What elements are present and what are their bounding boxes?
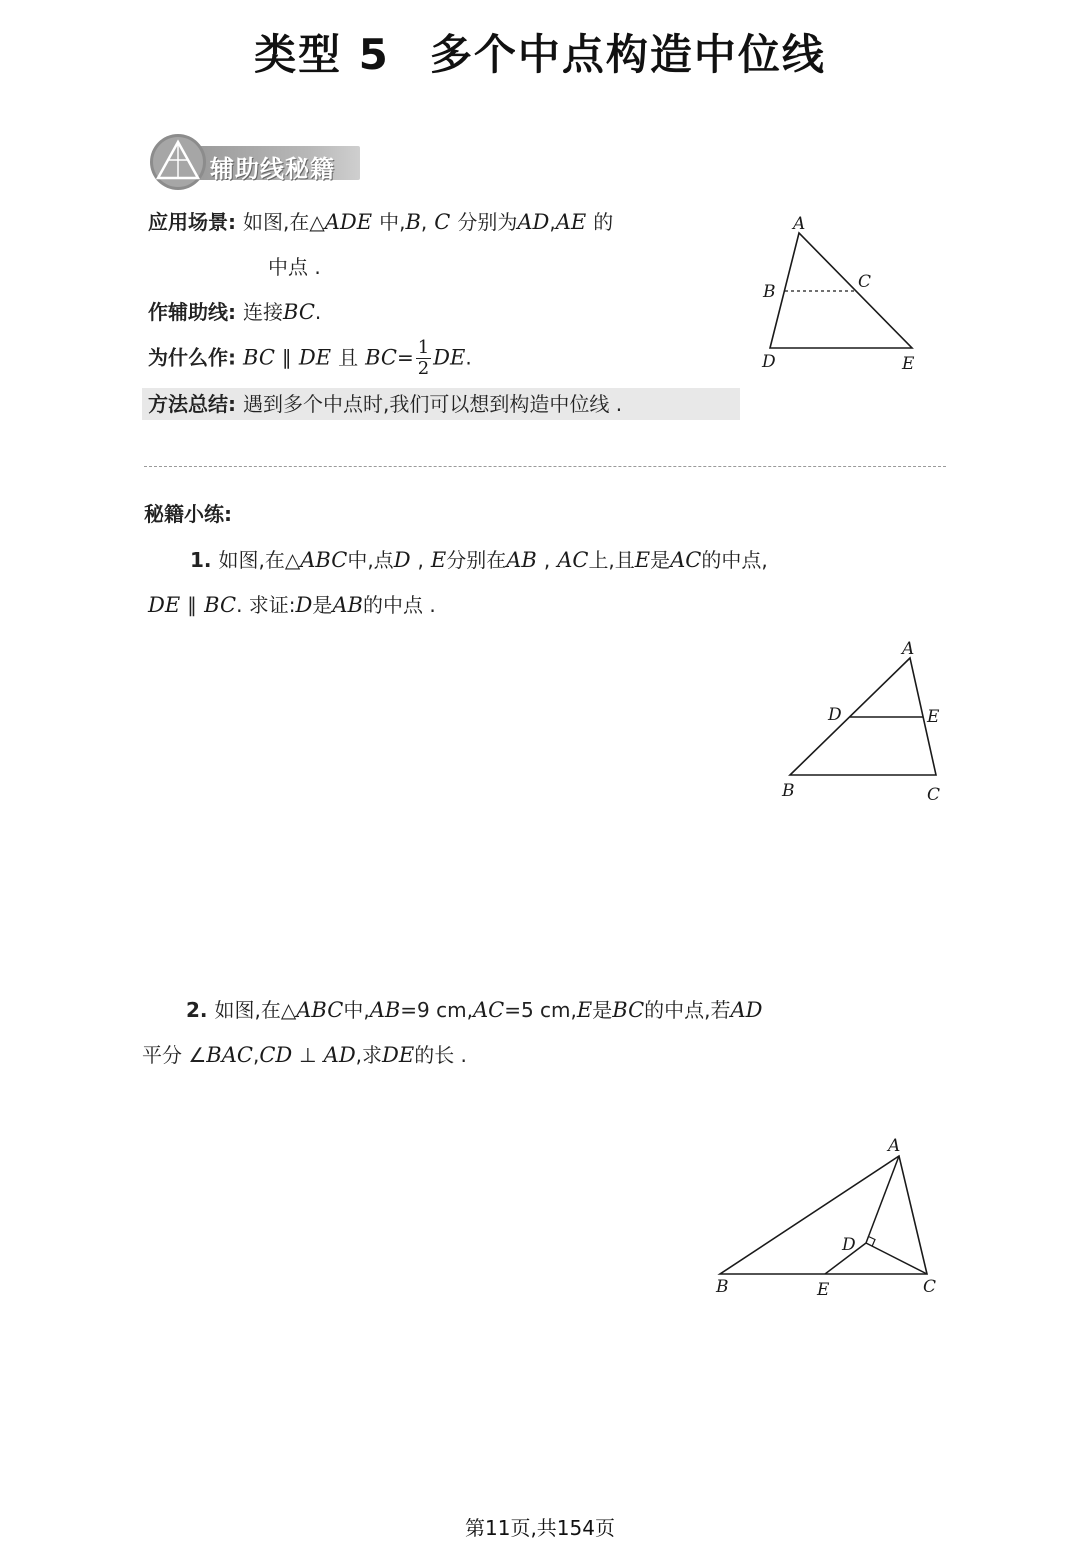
q1-t9: . 求证: bbox=[236, 593, 296, 617]
scene-row-2 bbox=[268, 252, 321, 283]
q2-t6: , bbox=[252, 1043, 260, 1067]
q1-label-e: E bbox=[927, 707, 940, 727]
title-prefix: 类型 5 bbox=[254, 30, 390, 79]
page-title bbox=[0, 22, 1080, 82]
segment-dc bbox=[866, 1243, 927, 1274]
scene-tri: ADE bbox=[324, 210, 373, 234]
q2-abc: ABC bbox=[296, 998, 344, 1022]
q2-v1: =9 cm, bbox=[400, 998, 473, 1022]
label-e: E bbox=[902, 354, 915, 374]
q1-t5: , bbox=[543, 548, 551, 572]
q2-label-a: A bbox=[888, 1136, 901, 1156]
q2-cd: CD bbox=[259, 1043, 293, 1067]
q1-ab-2: AB bbox=[332, 593, 363, 617]
q1-t4: 分别在 bbox=[446, 548, 507, 572]
q2-t5: 平分 ∠ bbox=[142, 1043, 207, 1067]
q1-t6: 上,且 bbox=[588, 548, 635, 572]
q2-perp: ⊥ bbox=[299, 1043, 317, 1067]
triangle-abc-q2 bbox=[720, 1156, 927, 1274]
q2-line-2 bbox=[142, 1040, 467, 1071]
figure-q2 bbox=[700, 1130, 960, 1305]
aux-end: . bbox=[314, 300, 322, 324]
section-badge bbox=[148, 130, 368, 194]
scene-text-1: 如图,在△ bbox=[243, 210, 325, 234]
q1-e: E bbox=[430, 548, 447, 572]
scene-b: B bbox=[405, 210, 421, 234]
scene-sep: , bbox=[420, 210, 428, 234]
label-a: A bbox=[793, 214, 806, 234]
q2-t8: 的长 . bbox=[414, 1043, 467, 1067]
practice-heading: 秘籍小练: bbox=[144, 502, 232, 526]
page-footer: 第11页,共154页 bbox=[465, 1516, 615, 1540]
q1-par: ∥ bbox=[187, 593, 198, 617]
q1-t3: , bbox=[417, 548, 424, 572]
q2-ac: AC bbox=[472, 998, 505, 1022]
scene-text-2: 中, bbox=[379, 210, 406, 234]
q2-bc: BC bbox=[612, 998, 645, 1022]
label-c: C bbox=[858, 272, 872, 292]
why-bc-2: BC bbox=[365, 345, 397, 370]
q1-de: DE bbox=[148, 593, 181, 617]
q1-ab: AB bbox=[506, 548, 537, 572]
q1-t8: 的中点, bbox=[701, 548, 768, 572]
label-d: D bbox=[762, 352, 776, 372]
badge-label: 辅助线秘籍 bbox=[210, 155, 335, 183]
scene-sep-2: , bbox=[549, 210, 556, 234]
title-main: 多个中点构造中位线 bbox=[429, 30, 826, 79]
summary-row bbox=[148, 389, 622, 420]
half-fraction bbox=[416, 338, 431, 379]
scene-c: C bbox=[434, 210, 451, 234]
q1-line-2 bbox=[148, 590, 436, 621]
q1-t10: 是 bbox=[312, 593, 333, 617]
scene-text-3: 分别为 bbox=[457, 210, 518, 234]
q1-line-1 bbox=[190, 545, 768, 576]
q2-t4: 的中点,若 bbox=[644, 998, 731, 1022]
q1-ac: AC bbox=[557, 548, 589, 572]
q1-ac-2: AC bbox=[670, 548, 702, 572]
q2-t1: 如图,在△ bbox=[214, 998, 297, 1022]
q2-t2: 中, bbox=[343, 998, 370, 1022]
why-parallel: ∥ bbox=[281, 345, 292, 370]
aux-label: 作辅助线: bbox=[148, 300, 236, 324]
q2-e: E bbox=[576, 998, 593, 1022]
q2-bac: BAC bbox=[206, 1043, 253, 1067]
q2-t7: ,求 bbox=[355, 1043, 383, 1067]
scene-text-4: 的 bbox=[593, 210, 614, 234]
triangle-badge-icon bbox=[148, 130, 212, 194]
figure-q1 bbox=[770, 632, 960, 812]
why-row bbox=[148, 338, 472, 379]
summary-text: 遇到多个中点时,我们可以想到构造中位线 . bbox=[243, 392, 623, 416]
q2-label-e: E bbox=[817, 1280, 830, 1300]
why-de-2: DE bbox=[433, 345, 466, 370]
why-eq: = bbox=[396, 345, 414, 370]
q2-label-c: C bbox=[923, 1277, 937, 1297]
q1-t1: 如图,在△ bbox=[218, 548, 301, 572]
q1-d-2: D bbox=[295, 593, 313, 617]
practice-heading-row bbox=[144, 499, 232, 530]
q1-label-a: A bbox=[902, 639, 915, 659]
summary-label: 方法总结: bbox=[148, 392, 236, 416]
q2-line-1 bbox=[186, 995, 763, 1026]
q2-ab: AB bbox=[369, 998, 401, 1022]
q1-label-d: D bbox=[828, 705, 842, 725]
q1-e-2: E bbox=[634, 548, 651, 572]
q2-number: 2. bbox=[186, 998, 208, 1022]
q1-t11: 的中点 . bbox=[362, 593, 436, 617]
frac-num: 1 bbox=[417, 337, 430, 358]
frac-den: 2 bbox=[417, 358, 430, 379]
scene-ad: AD bbox=[517, 210, 550, 234]
q1-t2: 中,点 bbox=[347, 548, 394, 572]
q2-ad-2: AD bbox=[323, 1043, 356, 1067]
aux-text: 连接 bbox=[243, 300, 283, 324]
q1-number: 1. bbox=[190, 548, 212, 572]
figure-ade bbox=[750, 205, 930, 380]
why-and: 且 bbox=[338, 345, 359, 370]
why-bc: BC bbox=[243, 345, 275, 370]
scene-ae: AE bbox=[555, 210, 587, 234]
aux-bc: BC bbox=[283, 300, 315, 324]
segment-ad bbox=[866, 1156, 899, 1243]
q2-de: DE bbox=[382, 1043, 415, 1067]
q2-ad: AD bbox=[730, 998, 763, 1022]
q1-label-b: B bbox=[782, 781, 795, 801]
q1-bc: BC bbox=[204, 593, 237, 617]
q2-label-b: B bbox=[716, 1277, 729, 1297]
why-de: DE bbox=[298, 345, 332, 370]
scene-line-2: 中点 . bbox=[268, 255, 321, 279]
q1-label-c: C bbox=[927, 785, 941, 805]
q1-t7: 是 bbox=[650, 548, 671, 572]
why-label: 为什么作: bbox=[148, 345, 236, 370]
aux-row bbox=[148, 297, 321, 328]
q2-t3: 是 bbox=[592, 998, 613, 1022]
q1-d: D bbox=[393, 548, 411, 572]
scene-row bbox=[148, 207, 613, 238]
label-b: B bbox=[763, 282, 776, 302]
q1-abc: ABC bbox=[300, 548, 348, 572]
divider bbox=[144, 466, 946, 467]
q2-v2: =5 cm, bbox=[504, 998, 577, 1022]
scene-label: 应用场景: bbox=[148, 210, 236, 234]
why-end: . bbox=[465, 345, 472, 370]
q2-label-d: D bbox=[842, 1235, 856, 1255]
